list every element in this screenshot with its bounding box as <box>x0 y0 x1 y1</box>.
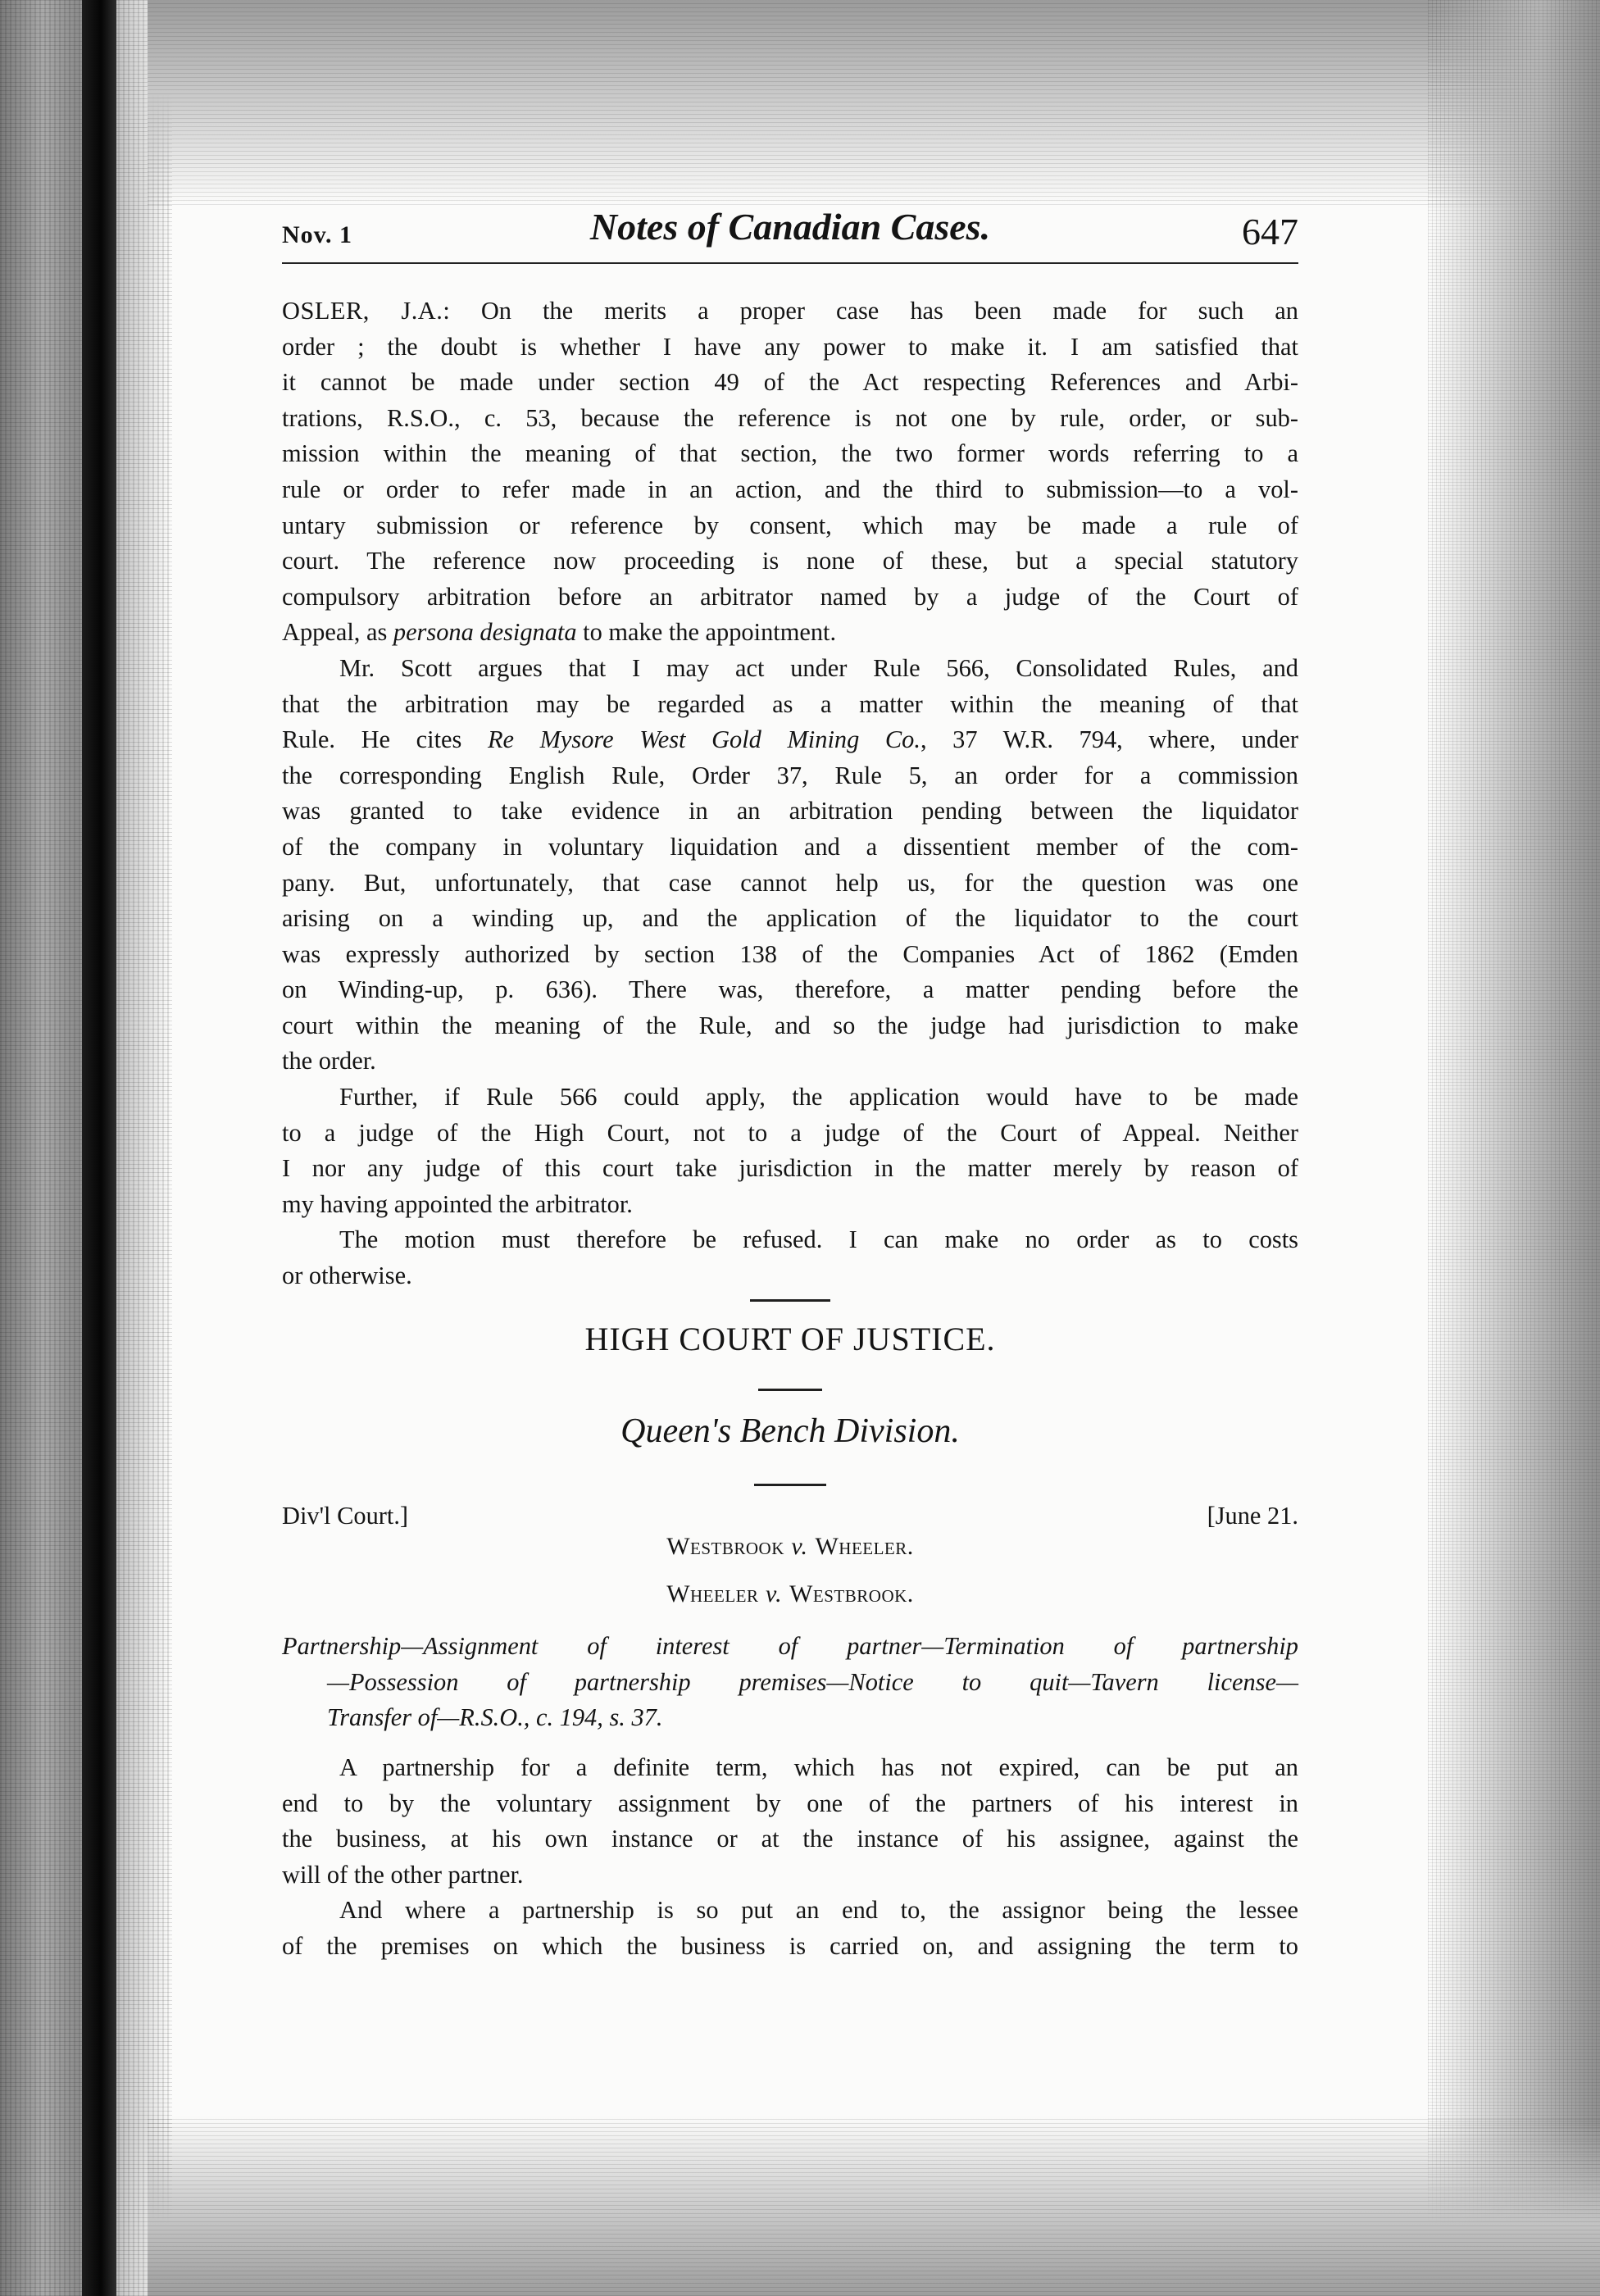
text-line: rule or order to refer made in an action, and the third to submission—to a vol- <box>282 475 1298 503</box>
court-and-date-line <box>282 1502 1298 1534</box>
opinion-text <box>282 293 1298 1294</box>
decision-date: [June 21. <box>1207 1502 1298 1530</box>
versus-label: v. <box>766 1580 783 1607</box>
text-line: court within the meaning of the Rule, and so the judge had jurisdiction to make <box>282 1011 1298 1039</box>
headnote-line: Partnership—Assignment of interest of partner—Termination of partnership <box>282 1632 1298 1660</box>
party-name: Westbrook. <box>789 1580 914 1607</box>
text-line: order ; the doubt is whether I have any power to make it. I am satisfied that <box>282 332 1298 361</box>
text-line: pany. But, unfortunately, that case cannot help us, for the question was one <box>282 868 1298 897</box>
text-line <box>282 722 1298 758</box>
text-line: end to by the voluntary assignment by one of the partners of his interest in <box>282 1789 1298 1817</box>
text-line: mission within the meaning of that section, the two former words referring to a <box>282 439 1298 468</box>
text-line: court. The reference now proceeding is none of these, but a special statutory <box>282 547 1298 575</box>
judge-name: OSLER, J.A. <box>282 297 443 325</box>
text-line <box>282 615 1298 651</box>
running-head-date: Nov. 1 <box>282 221 353 248</box>
text-line: was expressly authorized by section 138 of the Companies Act of 1862 (Emden <box>282 939 1298 968</box>
italic-citation: Re Mysore West Gold Mining Co. <box>487 725 920 754</box>
case-name <box>282 1580 1298 1608</box>
text-line: A partnership for a definite term, which has not expired, can be put an <box>339 1753 1298 1781</box>
text-line: untary submission or reference by consent, which may be made a rule of <box>282 511 1298 539</box>
text-line: Mr. Scott argues that I may act under Rule 566, Consolidated Rules, and <box>339 653 1298 682</box>
text-line: trations, R.S.O., c. 53, because the reference is not one by rule, order, or sub- <box>282 403 1298 432</box>
scan-edge-right <box>1428 0 1600 2296</box>
text-line: on Winding-up, p. 636). There was, therefore, a matter pending before the <box>282 975 1298 1004</box>
party-name: Westbrook <box>666 1533 784 1560</box>
versus-label: v. <box>791 1533 808 1560</box>
line-text: to make the appointment. <box>576 618 837 647</box>
italic-citation: persona designata <box>393 618 577 647</box>
text-line: Further, if Rule 566 could apply, the application would have to be made <box>339 1083 1298 1112</box>
case-summary-text <box>282 1750 1298 1965</box>
text-line: And where a partnership is so put an end to, the assignor being the lessee <box>339 1896 1298 1925</box>
text-line: the corresponding English Rule, Order 37, Rule 5, an order for a commission <box>282 761 1298 789</box>
page-number: 647 <box>1242 211 1298 252</box>
case-name <box>282 1533 1298 1561</box>
line-text: , 37 W.R. 794, where, under <box>920 725 1298 754</box>
division-heading: Queen's Bench Division. <box>620 1412 960 1450</box>
text-line: arising on a winding up, and the application of the liquidator to the court <box>282 904 1298 933</box>
heading-rule <box>758 1389 822 1391</box>
text-line: the order. <box>282 1047 376 1075</box>
party-name: Wheeler <box>666 1580 759 1607</box>
text-line: or otherwise. <box>282 1262 412 1290</box>
scan-edge-bottom <box>148 2116 1600 2296</box>
court-label: Div'l Court.] <box>282 1502 409 1530</box>
running-head <box>282 205 1298 264</box>
section-rule <box>750 1299 830 1302</box>
text-line: of the premises on which the business is carried on, and assigning the term to <box>282 1931 1298 1960</box>
text-line: compulsory arbitration before an arbitrator named by a judge of the Court of <box>282 582 1298 611</box>
text-line: The motion must therefore be refused. I can make no order as to costs <box>339 1225 1298 1254</box>
headnote-line: —Possession of partnership premises—Notice to quit—Tavern license— <box>327 1667 1298 1696</box>
party-name: Wheeler. <box>815 1533 914 1560</box>
text-line: to a judge of the High Court, not to a judge of the Court of Appeal. Neither <box>282 1118 1298 1147</box>
text-line: will of the other partner. <box>282 1860 524 1889</box>
headnote-line: Transfer of—R.S.O., c. 194, s. 37. <box>327 1703 663 1732</box>
text-line: of the company in voluntary liquidation and a dissentient member of the com- <box>282 832 1298 861</box>
book-spine-shadow <box>82 0 116 2296</box>
text-line: that the arbitration may be regarded as a matter within the meaning of that <box>282 689 1298 718</box>
text-line: my having appointed the arbitrator. <box>282 1189 633 1218</box>
text-line: I nor any judge of this court take jurisdiction in the matter merely by reason of <box>282 1154 1298 1183</box>
line-text: : On the merits a proper case has been made for such an <box>443 297 1298 325</box>
court-heading: HIGH COURT OF JUSTICE. <box>584 1321 996 1357</box>
running-head-title: Notes of Canadian Cases. <box>589 206 991 248</box>
text-line: the business, at his own instance or at the instance of his assignee, against the <box>282 1825 1298 1853</box>
line-text: Appeal, as <box>282 618 393 647</box>
text-line: was granted to take evidence in an arbitration pending between the liquidator <box>282 797 1298 825</box>
text-line: it cannot be made under section 49 of the Act respecting References and Arbi- <box>282 368 1298 397</box>
line-text: Rule. He cites <box>282 725 488 754</box>
text-line <box>282 293 1298 330</box>
headnote <box>282 1629 1298 1736</box>
division-rule <box>754 1484 826 1486</box>
scan-edge-top <box>148 0 1600 205</box>
